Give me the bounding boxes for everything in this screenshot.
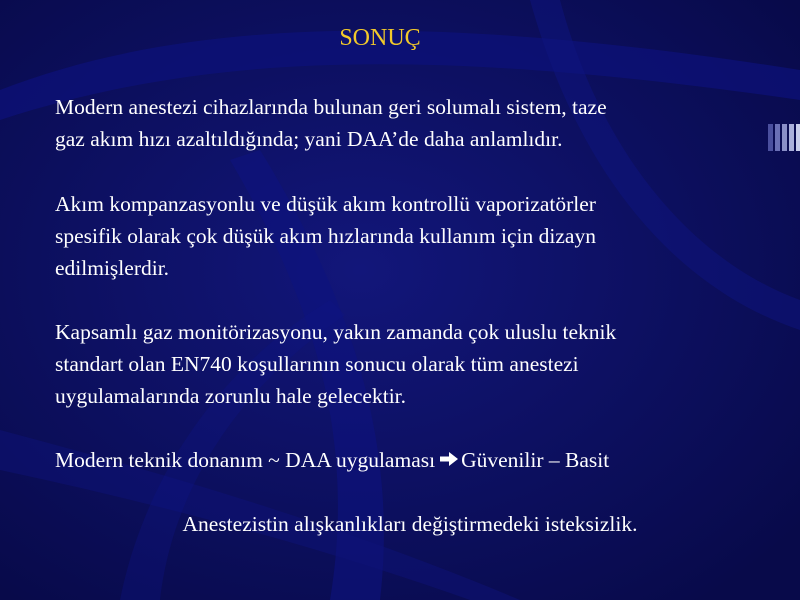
summary-after-arrow: Güvenilir – Basit bbox=[461, 448, 610, 472]
paragraph-rebreathing-system bbox=[55, 91, 770, 155]
paragraph-line: Akım kompanzasyonlu ve düşük akım kontrollü vaporizatörler bbox=[55, 192, 596, 216]
side-stripes-decoration bbox=[768, 124, 800, 151]
paragraph-line: uygulamalarında zorunlu hale gelecektir. bbox=[55, 384, 407, 408]
paragraph-line: Kapsamlı gaz monitörizasyonu, yakın zamanda çok uluslu teknik bbox=[55, 320, 617, 344]
paragraph-line: standart olan EN740 koşullarının sonucu olarak tüm anestezi bbox=[55, 352, 579, 376]
closing-line: Anestezistin alışkanlıkları değiştirmedeki isteksizlik. bbox=[182, 512, 638, 536]
paragraph-gas-monitoring bbox=[55, 316, 770, 412]
paragraph-line: gaz akım hızı azaltıldığında; yani DAA’de daha anlamlıdır. bbox=[55, 127, 563, 151]
paragraph-line: Modern anestezi cihazlarında bulunan geri solumalı sistem, taze bbox=[55, 95, 607, 119]
slide-title: SONUÇ bbox=[339, 25, 421, 51]
summary-line bbox=[55, 444, 770, 478]
right-arrow-icon bbox=[439, 444, 459, 476]
summary-before-arrow: Modern teknik donanım ~ DAA uygulaması bbox=[55, 448, 436, 472]
paragraph-line: edilmişlerdir. bbox=[55, 256, 170, 280]
paragraph-line: spesifik olarak çok düşük akım hızlarında kullanım için dizayn bbox=[55, 224, 596, 248]
paragraph-vaporizers bbox=[55, 188, 770, 284]
